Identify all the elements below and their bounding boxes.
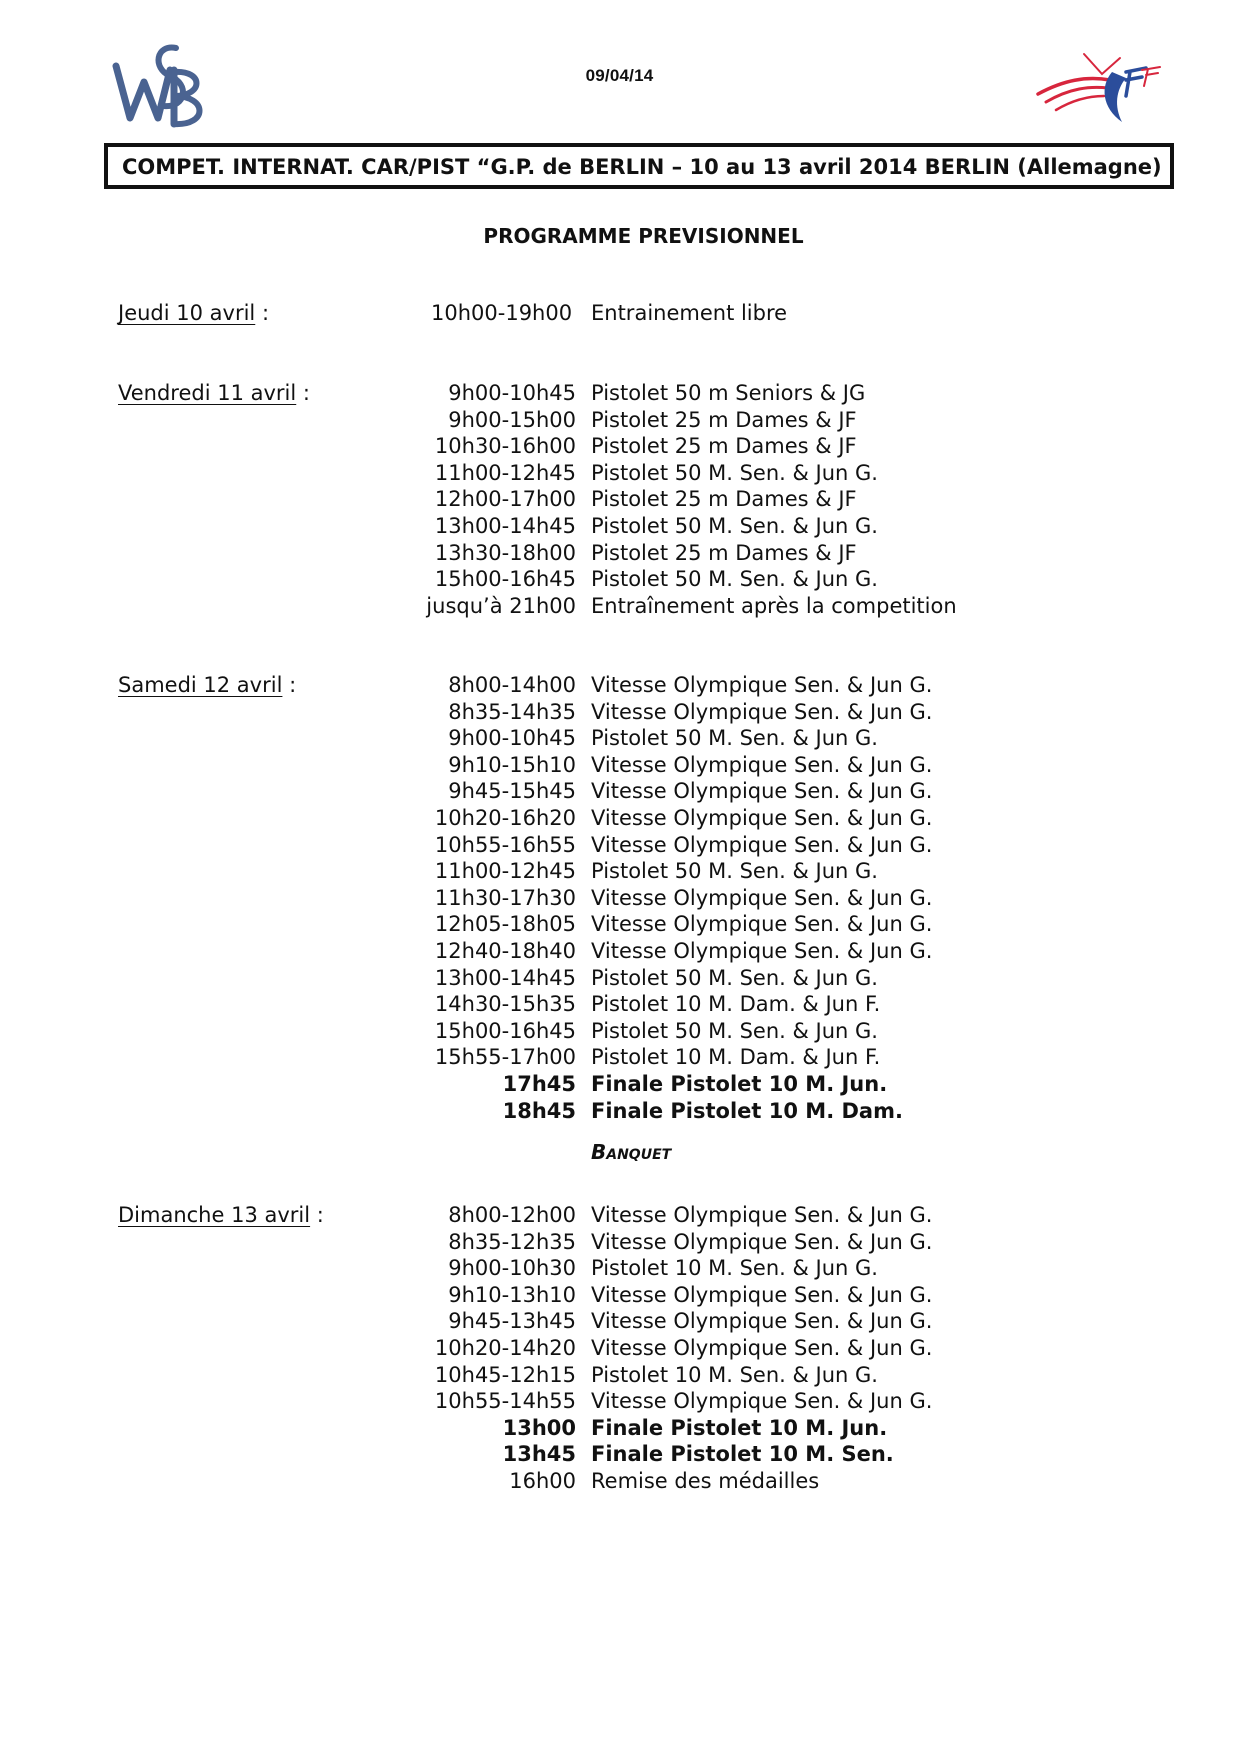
- event-description: Pistolet 50 M. Sen. & Jun G.: [591, 859, 878, 884]
- day-separator: :: [310, 1203, 324, 1227]
- day-separator: :: [296, 381, 310, 405]
- event-description: Vitesse Olympique Sen. & Jun G.: [591, 1336, 933, 1360]
- schedule-row: [0, 992, 1239, 1018]
- event-description: Finale Pistolet 10 M. Jun.: [591, 1415, 888, 1440]
- event-description: Pistolet 25 m Dames & JF: [591, 434, 857, 459]
- event-time: 13h00-14h45: [434, 514, 576, 538]
- event-time: 10h30-16h00: [434, 434, 576, 459]
- event-time: 10h20-14h20: [434, 1336, 576, 1360]
- event-description: Pistolet 50 M. Sen. & Jun G.: [591, 965, 878, 990]
- schedule-row: [0, 541, 1239, 567]
- event-description: Vitesse Olympique Sen. & Jun G.: [591, 1309, 933, 1334]
- event-description: Pistolet 50 M. Sen. & Jun G.: [591, 1018, 878, 1043]
- schedule-row: [0, 487, 1239, 513]
- event-time: 10h00-19h00: [431, 301, 573, 325]
- event-time: 13h30-18h00: [434, 540, 576, 565]
- event-description: Finale Pistolet 10 M. Sen.: [591, 1442, 894, 1467]
- day-name: Jeudi 10 avril: [118, 301, 256, 325]
- event-description: Pistolet 50 M. Sen. & Jun G.: [591, 726, 878, 751]
- event-description: Vitesse Olympique Sen. & Jun G.: [591, 1282, 933, 1307]
- event-time: 13h00: [502, 1415, 576, 1440]
- event-time: 10h55-16h55: [434, 832, 576, 857]
- schedule-row: [0, 779, 1239, 805]
- document-date: 09/04/14: [585, 66, 654, 85]
- schedule-row: [0, 673, 1239, 699]
- event-time: 17h45: [502, 1072, 576, 1096]
- schedule-row: [0, 1309, 1239, 1335]
- schedule-row: [0, 1256, 1239, 1282]
- schedule-row: [0, 1389, 1239, 1415]
- event-time: 15h00-16h45: [434, 567, 576, 592]
- schedule-row: [0, 833, 1239, 859]
- event-time: 18h45: [502, 1098, 576, 1123]
- event-description: Pistolet 10 M. Dam. & Jun F.: [591, 1045, 881, 1070]
- event-time: 13h45: [502, 1442, 576, 1467]
- schedule-row: [0, 859, 1239, 885]
- schedule-row: [0, 594, 1239, 620]
- event-time: jusqu’à 21h00: [426, 593, 576, 618]
- schedule-row: [0, 806, 1239, 832]
- event-description: Vitesse Olympique Sen. & Jun G.: [591, 806, 933, 830]
- schedule-row: [0, 726, 1239, 752]
- wsb-logo: [112, 40, 208, 132]
- event-time: 11h00-12h45: [434, 859, 576, 884]
- event-description: Vitesse Olympique Sen. & Jun G.: [591, 699, 933, 724]
- schedule-row-final: [0, 1416, 1239, 1442]
- event-description: Pistolet 10 M. Sen. & Jun G.: [591, 1256, 878, 1281]
- event-description: Remise des médailles: [591, 1469, 820, 1493]
- event-description: Pistolet 25 m Dames & JF: [591, 540, 857, 565]
- event-description: Pistolet 25 m Dames & JF: [591, 487, 857, 512]
- event-time: 9h10-13h10: [448, 1282, 576, 1307]
- event-time: 15h55-17h00: [434, 1045, 576, 1070]
- schedule-row: [0, 1019, 1239, 1045]
- event-description: Vitesse Olympique Sen. & Jun G.: [591, 1389, 933, 1414]
- event-time: 12h40-18h40: [434, 939, 576, 963]
- schedule-row: [0, 1363, 1239, 1389]
- schedule-row: [0, 461, 1239, 487]
- banquet-note: Banquet: [591, 1140, 672, 1164]
- event-time: 9h00-15h00: [448, 407, 576, 432]
- event-description: Pistolet 50 M. Sen. & Jun G.: [591, 514, 878, 538]
- event-time: 9h00-10h45: [448, 726, 576, 751]
- event-time: 15h00-16h45: [434, 1018, 576, 1043]
- event-description: Vitesse Olympique Sen. & Jun G.: [591, 779, 933, 804]
- event-time: 10h20-16h20: [434, 806, 576, 830]
- event-description: Pistolet 50 M. Sen. & Jun G.: [591, 460, 878, 485]
- schedule-row: [0, 966, 1239, 992]
- schedule-row: [0, 1469, 1239, 1495]
- event-description: Vitesse Olympique Sen. & Jun G.: [591, 912, 933, 937]
- event-description: Vitesse Olympique Sen. & Jun G.: [591, 1203, 933, 1227]
- fftir-logo: [1034, 50, 1164, 130]
- day-name: Vendredi 11 avril: [118, 381, 297, 405]
- event-description: Entrainement libre: [591, 301, 788, 325]
- schedule-row: [0, 939, 1239, 965]
- event-time: 10h45-12h15: [434, 1362, 576, 1387]
- event-time: 9h45-15h45: [448, 779, 576, 804]
- event-description: Pistolet 10 M. Sen. & Jun G.: [591, 1362, 878, 1387]
- event-time: 11h30-17h30: [434, 885, 576, 910]
- schedule-row: [0, 753, 1239, 779]
- programme-heading: PROGRAMME PREVISIONNEL: [483, 224, 804, 248]
- title-box: [104, 143, 1174, 189]
- schedule-row: [0, 1203, 1239, 1229]
- schedule-row: [0, 381, 1239, 407]
- schedule-row: [0, 408, 1239, 434]
- event-description: Pistolet 25 m Dames & JF: [591, 407, 857, 432]
- event-time: 11h00-12h45: [434, 460, 576, 485]
- event-description: Entraînement après la competition: [591, 593, 957, 618]
- event-description: Pistolet 50 m Seniors & JG: [591, 381, 866, 405]
- event-time: 16h00: [509, 1469, 576, 1493]
- event-time: 14h30-15h35: [434, 992, 576, 1017]
- event-description: Finale Pistolet 10 M. Jun.: [591, 1072, 888, 1096]
- schedule-row-final: [0, 1072, 1239, 1098]
- event-time: 9h00-10h30: [448, 1256, 576, 1281]
- schedule-row: [0, 514, 1239, 540]
- schedule-row: [0, 912, 1239, 938]
- event-time: 12h05-18h05: [434, 912, 576, 937]
- event-description: Vitesse Olympique Sen. & Jun G.: [591, 939, 933, 963]
- document-title: COMPET. INTERNAT. CAR/PIST “G.P. de BERLIN – 10 au 13 avril 2014 BERLIN (Allemagne): [122, 155, 1162, 179]
- event-time: 8h00-14h00: [448, 673, 576, 697]
- event-time: 9h00-10h45: [448, 381, 576, 405]
- day-name: Samedi 12 avril: [118, 673, 283, 697]
- schedule-row: [0, 1336, 1239, 1362]
- event-description: Vitesse Olympique Sen. & Jun G.: [591, 832, 933, 857]
- schedule-row: [0, 301, 1239, 327]
- schedule-row: [0, 1283, 1239, 1309]
- day-name: Dimanche 13 avril: [118, 1203, 311, 1227]
- schedule-row-final: [0, 1099, 1239, 1125]
- schedule-row: [0, 886, 1239, 912]
- schedule-row: [0, 1045, 1239, 1071]
- event-description: Finale Pistolet 10 M. Dam.: [591, 1098, 903, 1123]
- event-description: Pistolet 50 M. Sen. & Jun G.: [591, 567, 878, 592]
- event-time: 12h00-17h00: [434, 487, 576, 512]
- event-description: Vitesse Olympique Sen. & Jun G.: [591, 885, 933, 910]
- schedule-row: [0, 567, 1239, 593]
- event-time: 8h00-12h00: [448, 1203, 576, 1227]
- event-time: 8h35-12h35: [448, 1229, 576, 1254]
- event-time: 9h45-13h45: [448, 1309, 576, 1334]
- event-description: Vitesse Olympique Sen. & Jun G.: [591, 1229, 933, 1254]
- day-separator: :: [282, 673, 297, 697]
- event-description: Pistolet 10 M. Dam. & Jun F.: [591, 992, 881, 1017]
- event-time: 13h00-14h45: [434, 965, 576, 990]
- schedule-row: [0, 1230, 1239, 1256]
- event-time: 8h35-14h35: [448, 699, 576, 724]
- schedule-row: [0, 700, 1239, 726]
- event-time: 10h55-14h55: [434, 1389, 576, 1414]
- day-separator: :: [255, 301, 270, 325]
- event-time: 9h10-15h10: [448, 752, 576, 777]
- schedule-row-final: [0, 1442, 1239, 1468]
- event-description: Vitesse Olympique Sen. & Jun G.: [591, 673, 933, 697]
- event-description: Vitesse Olympique Sen. & Jun G.: [591, 752, 933, 777]
- schedule-row: [0, 434, 1239, 460]
